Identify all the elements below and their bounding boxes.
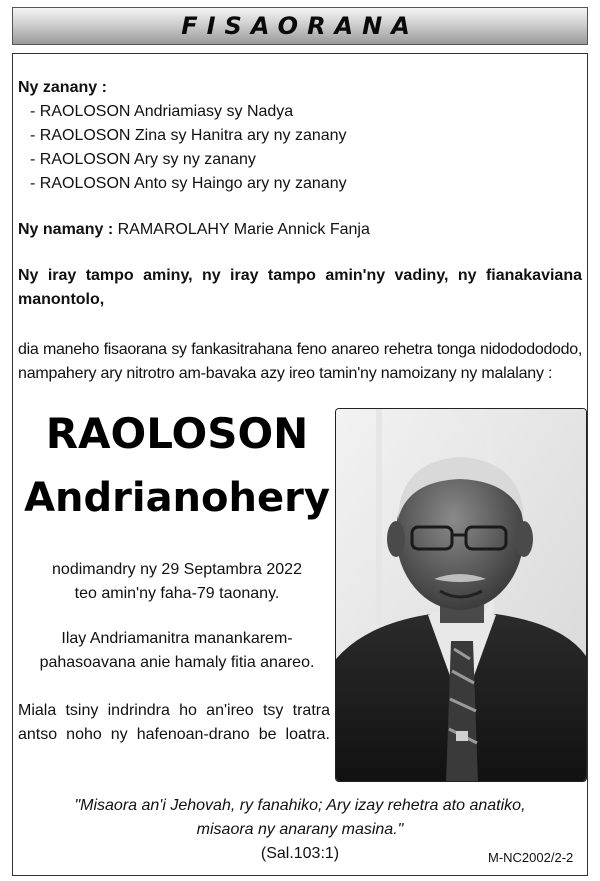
apology-line-2: antso noho ny hafenoan-drano be loatra. <box>18 726 330 743</box>
death-line-2: teo amin'ny faha-79 taonany. <box>74 585 280 602</box>
family-line-1: Ny iray tampo aminy, ny iray tampo amin'ny vadiny, ny fianakaviana <box>18 267 582 284</box>
list-item: - RAOLOSON Anto sy Haingo ary ny zanany <box>30 175 347 192</box>
children-heading: Ny zanany : <box>18 79 107 96</box>
blessing-line-1: Ilay Andriamanitra manankarem- <box>61 630 293 647</box>
children-list <box>30 100 347 196</box>
death-line-1: nodimandry ny 29 Septambra 2022 <box>52 561 302 578</box>
list-item: - RAOLOSON Zina sy Hanitra ary ny zanany <box>30 127 347 144</box>
quote-line-2: misaora ny anarany masina." <box>196 821 404 838</box>
friends-value: RAMAROLAHY Marie Annick Fanja <box>117 221 370 238</box>
page-title: FISAORANA <box>181 12 419 40</box>
portrait-image <box>336 409 587 782</box>
apology-line-1: Miala tsiny indrindra ho an'ireo tsy tratra <box>18 702 330 719</box>
quote-line-1: "Misaora an'i Jehovah, ry fanahiko; Ary izay rehetra ato anatiko, <box>74 797 526 814</box>
quote-citation: (Sal.103:1) <box>260 845 340 862</box>
list-item: - RAOLOSON Andriamiasy sy Nadya <box>30 103 294 120</box>
friends-line <box>18 218 370 242</box>
blessing-line-2: pahasoavana anie hamaly fitia anareo. <box>39 654 315 671</box>
thanks-line-1: dia maneho fisaorana sy fankasitrahana feno anareo rehetra tonga nidododododo, <box>18 341 582 358</box>
list-item: - RAOLOSON Ary sy ny zanany <box>30 151 256 168</box>
death-notice <box>18 558 336 606</box>
deceased-given-name: Andrianohery <box>24 475 330 521</box>
thanks-line-2: nampahery ary nitrotro am-bavaka azy ireo tamin'ny namoizany ny malalany : <box>18 365 553 382</box>
family-line-2: manontolo, <box>18 291 105 308</box>
portrait-photo <box>335 408 587 782</box>
header-bar <box>12 7 588 45</box>
blessing <box>18 627 336 675</box>
friends-label: Ny namany : <box>18 221 114 238</box>
deceased-surname: RAOLOSON <box>45 409 309 458</box>
reference-code: M-NC2002/2-2 <box>488 850 574 865</box>
